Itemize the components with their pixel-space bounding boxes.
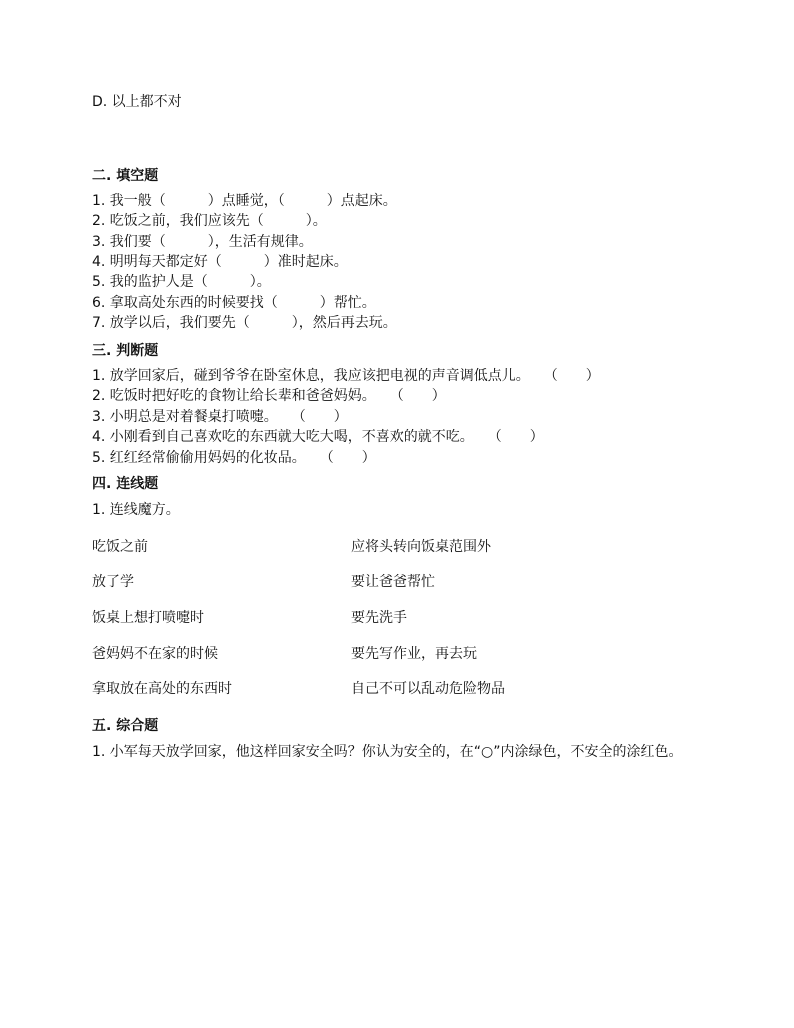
- judgment-item: 1. 放学回家后，碰到爷爷在卧室休息，我应该把电视的声音调低点儿。 （ ）: [92, 368, 600, 384]
- fill-blank-item: 5. 我的监护人是（ ）。: [92, 274, 271, 290]
- matching-right-item: 要让爸爸帮忙: [351, 574, 435, 590]
- option-d: D. 以上都不对: [92, 94, 182, 110]
- comprehensive-question: 1. 小军每天放学回家，他这样回家安全吗？你认为安全的，在“○”内涂绿色，不安全的涂红色。: [92, 744, 683, 760]
- judgment-item: 3. 小明总是对着餐桌打喷嚏。 （ ）: [92, 409, 348, 425]
- section-comprehensive-title: 五. 综合题: [92, 718, 159, 734]
- judgment-item: 4. 小刚看到自己喜欢吃的东西就大吃大喝，不喜欢的就不吃。 （ ）: [92, 429, 544, 445]
- matching-left-item: 爸妈妈不在家的时候: [92, 646, 218, 662]
- fill-blank-item: 1. 我一般（ ）点睡觉，（ ）点起床。: [92, 193, 397, 209]
- judgment-item: 2. 吃饭时把好吃的食物让给长辈和爸爸妈妈。 （ ）: [92, 388, 446, 404]
- section-fill-blank-title: 二. 填空题: [92, 168, 159, 184]
- matching-right-item: 要先洗手: [351, 610, 407, 626]
- matching-question: 1. 连线魔方。: [92, 502, 180, 518]
- fill-blank-item: 2. 吃饭之前，我们应该先（ ）。: [92, 213, 327, 229]
- matching-left-item: 饭桌上想打喷嚏时: [92, 610, 204, 626]
- matching-left-item: 放了学: [92, 574, 134, 590]
- worksheet-page: [92, 0, 732, 1028]
- matching-right-item: 自己不可以乱动危险物品: [351, 681, 505, 697]
- judgment-item: 5. 红红经常偷偷用妈妈的化妆品。 （ ）: [92, 450, 376, 466]
- matching-left-item: 拿取放在高处的东西时: [92, 681, 232, 697]
- fill-blank-item: 7. 放学以后，我们要先（ ），然后再去玩。: [92, 315, 397, 331]
- matching-left-item: 吃饭之前: [92, 539, 148, 555]
- section-matching-title: 四. 连线题: [92, 476, 159, 492]
- matching-right-item: 应将头转向饭桌范围外: [351, 539, 491, 555]
- fill-blank-item: 4. 明明每天都定好（ ）准时起床。: [92, 254, 348, 270]
- fill-blank-item: 6. 拿取高处东西的时候要找（ ）帮忙。: [92, 295, 376, 311]
- matching-right-item: 要先写作业，再去玩: [351, 646, 477, 662]
- section-judgment-title: 三. 判断题: [92, 343, 159, 359]
- fill-blank-item: 3. 我们要（ ），生活有规律。: [92, 234, 313, 250]
